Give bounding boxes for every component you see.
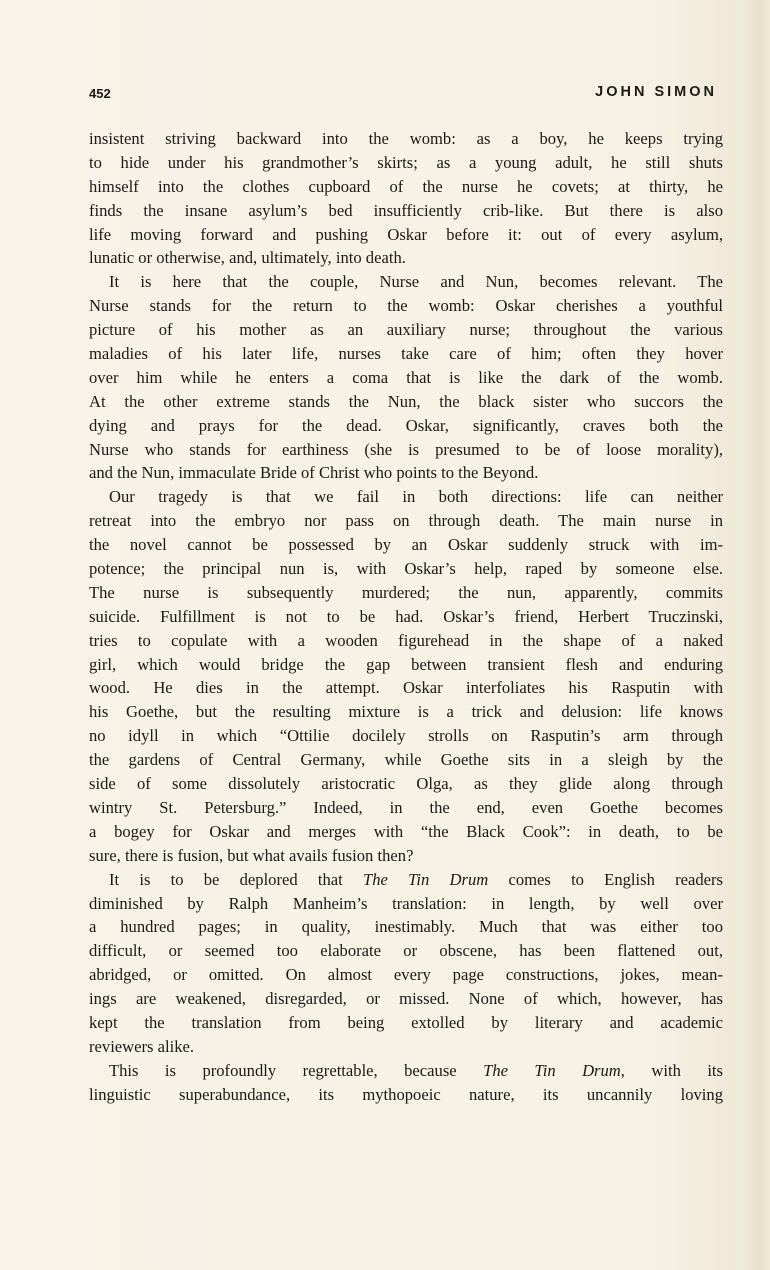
text-line: over him while he enters a coma that is like the dark of the womb. [89,367,723,387]
text-line: It is to be deplored that The Tin Drum comes to English readers [109,869,723,889]
text-line: maladies of his later life, nurses take care of him; often they hover [89,344,723,364]
text-line: abridged, or omitted. On almost every page constructions, jokes, mean- [89,965,723,985]
text-line: and the Nun, immaculate Bride of Christ who points to the Beyond. [89,463,539,483]
text-line: himself into the clothes cupboard of the nurse he covets; at thirty, he [89,176,723,196]
text-line: a bogey for Oskar and merges with “the Black Cook”: in death, to be [89,821,723,841]
text-line: difficult, or seemed too elaborate or obscene, has been flattened out, [89,941,723,961]
text-line: At the other extreme stands the Nun, the black sister who succors the [89,391,723,411]
text-line: potence; the principal nun is, with Oskar’s help, raped by someone else. [89,559,723,579]
text-line: ings are weakened, disregarded, or missed. None of which, however, has [89,989,723,1009]
text-line: no idyll in which “Ottilie docilely strolls on Rasputin’s arm through [89,726,723,746]
text-line: to hide under his grandmother’s skirts; as a young adult, he still shuts [89,152,723,172]
text-line: his Goethe, but the resulting mixture is a trick and delusion: life knows [89,702,723,722]
text-line: This is profoundly regrettable, because The Tin Drum, with its [109,1060,723,1080]
page-number: 452 [89,86,111,101]
text-line: the novel cannot be possessed by an Oskar suddenly struck with im- [89,535,723,555]
text-line: side of some dissolutely aristocratic Olga, as they glide along through [89,774,723,794]
text-line: The nurse is subsequently murdered; the nun, apparently, commits [89,582,723,602]
text-line: retreat into the embryo nor pass on through death. The main nurse in [89,511,723,531]
text-line: a hundred pages; in quality, inestimably. Much that was either too [89,917,723,937]
text-line: reviewers alike. [89,1036,195,1056]
text-line: the gardens of Central Germany, while Goethe sits in a sleigh by the [89,750,723,770]
text-line: Nurse stands for the return to the womb: Oskar cherishes a youthful [89,296,723,316]
book-title-italic: The Tin Drum [362,869,489,889]
text-line: girl, which would bridge the gap between transient flesh and enduring [89,654,723,674]
running-head: JOHN SIMON [595,84,717,100]
text-line: diminished by Ralph Manheim’s translation: in length, by well over [89,893,723,913]
text-line: kept the translation from being extolled by literary and academic [89,1012,723,1032]
book-title-italic: The Tin Drum [483,1060,621,1080]
text-line: insistent striving backward into the womb: as a boy, he keeps trying [89,129,723,148]
text-line: wood. He dies in the attempt. Oskar interfoliates his Rasputin with [89,678,723,698]
text-line: wintry St. Petersburg.” Indeed, in the end, even Goethe becomes [89,797,723,817]
text-line: Nurse who stands for earthiness (she is presumed to be of loose morality), [89,439,723,459]
text-line: It is here that the couple, Nurse and Nun, becomes relevant. The [109,272,723,292]
text-line: tries to copulate with a wooden figurehead in the shape of a naked [89,630,723,650]
text-line: life moving forward and pushing Oskar before it: out of every asylum, [89,224,723,244]
text-line: sure, there is fusion, but what avails fusion then? [89,845,414,865]
text-line: linguistic superabundance, its mythopoeic nature, its uncannily loving [89,1084,723,1104]
text-line: suicide. Fulfillment is not to be had. Oskar’s friend, Herbert Truczinski, [89,606,723,626]
text-line: Our tragedy is that we fail in both directions: life can neither [109,487,723,507]
text-line: picture of his mother as an auxiliary nurse; throughout the various [89,320,723,340]
text-line: dying and prays for the dead. Oskar, significantly, craves both the [89,415,723,435]
text-line: lunatic or otherwise, and, ultimately, into death. [89,248,406,268]
body-text [89,127,723,1107]
text-line: finds the insane asylum’s bed insufficiently crib-like. But there is also [89,200,723,220]
page-edge-shadow [742,0,770,1270]
